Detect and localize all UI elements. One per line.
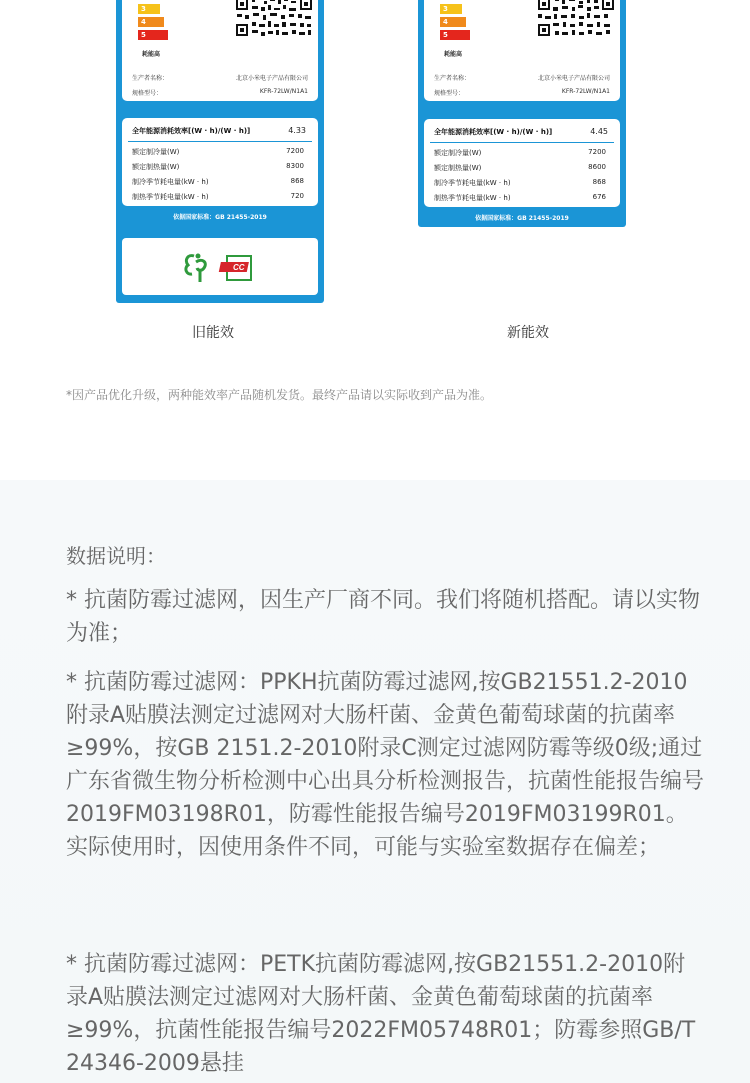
energy-label-old — [116, 0, 324, 303]
certification-panel — [122, 238, 318, 295]
spec-label: 制热季节耗电量(kW · h) — [132, 193, 209, 201]
efficiency-panel — [424, 119, 620, 207]
qr-code-icon — [234, 0, 314, 38]
grade-4-bar: 4 — [440, 17, 466, 27]
spec-value: 868 — [592, 178, 606, 186]
manufacturer-value: 北京小米电子产品有限公司 — [537, 75, 610, 82]
grade-4-bar: 4 — [138, 17, 164, 27]
efficiency-panel — [122, 118, 318, 206]
label-top-panel — [424, 0, 620, 101]
spec-label: 额定制热量(W) — [434, 164, 482, 172]
energy-label-new — [418, 0, 626, 227]
data-note-paragraph: * 抗菌防霉过滤网：PPKH抗菌防霉过滤网,按GB21551.2-2010附录A贴膜法测定过滤网对大肠杆菌、金黄色葡萄球菌的抗菌率≥99%，按GB 2151.2-2010附录C测定过滤网防霉等级0级;通过广东省微生物分析检测中心出具分析检测报告，抗菌性能报告编号2019FM03198R01，防霉性能报告编号2019FM03199R01。实际使用时，因使用条件不同，可能与实验室数据存在偏差； — [66, 670, 705, 860]
svg-text:CC: CC — [233, 263, 245, 272]
spec-label: 额定制热量(W) — [132, 163, 180, 171]
model-label: 规格型号： — [132, 90, 163, 97]
grade-3-bar: 3 — [440, 4, 462, 14]
efficiency-value: 4.33 — [288, 126, 306, 135]
consumption-high-label: 耗能高 — [142, 51, 161, 58]
data-note-paragraph: * 抗菌防霉过滤网：PETK抗菌防霉滤网,按GB21551.2-2010附录A贴膜法测定过滤网对大肠杆菌、金黄色葡萄球菌的抗菌率≥99%，抗菌性能报告编号2022FM05748R01；防霉参照GB/T 24346-2009悬挂 — [66, 952, 696, 1076]
qr-code-icon — [536, 0, 616, 38]
standard-text: 依据国家标准：GB 21455-2019 — [173, 214, 267, 221]
spec-value: 8300 — [286, 162, 304, 170]
manufacturer-value: 北京小米电子产品有限公司 — [235, 75, 308, 82]
shipping-note: *因产品优化升级，两种能效率产品随机发货。最终产品请以实际收到产品为准。 — [66, 388, 493, 402]
grade-3-bar: 3 — [138, 4, 160, 14]
data-notes-heading: 数据说明： — [66, 544, 166, 568]
spec-label: 额定制冷量(W) — [132, 148, 180, 156]
model-value: KFR-72LW/N1A1 — [259, 88, 308, 95]
divider — [128, 141, 312, 142]
efficiency-value: 4.45 — [590, 127, 608, 136]
spec-value: 720 — [290, 192, 304, 200]
model-label: 规格型号： — [434, 90, 465, 97]
spec-label: 制冷季节耗电量(kW · h) — [434, 179, 511, 187]
efficiency-label: 全年能源消耗效率[(W · h)/(W · h)] — [434, 128, 553, 136]
data-note-paragraph: * 抗菌防霉过滤网，因生产厂商不同。我们将随机搭配。请以实物为准； — [66, 588, 700, 646]
spec-value: 676 — [592, 193, 606, 201]
manufacturer-label: 生产者名称： — [132, 75, 169, 82]
energy-label-section — [0, 0, 750, 480]
grade-5-bar: 5 — [138, 30, 168, 40]
divider — [430, 142, 614, 143]
consumption-high-label: 耗能高 — [444, 51, 463, 58]
grade-5-bar: 5 — [440, 30, 470, 40]
china-energy-certification-logo — [186, 254, 205, 283]
spec-label: 额定制冷量(W) — [434, 149, 482, 157]
spec-value: 7200 — [588, 148, 606, 156]
spec-label: 制冷季节耗电量(kW · h) — [132, 178, 209, 186]
standard-text: 依据国家标准：GB 21455-2019 — [475, 215, 569, 222]
spec-value: 8600 — [588, 163, 606, 171]
label-top-panel — [122, 0, 318, 101]
cqc-certification-logo — [219, 255, 252, 281]
efficiency-label: 全年能源消耗效率[(W · h)/(W · h)] — [132, 127, 251, 135]
old-label-caption: 旧能效 — [192, 325, 234, 341]
model-value: KFR-72LW/N1A1 — [561, 88, 610, 95]
spec-label: 制热季节耗电量(kW · h) — [434, 194, 511, 202]
spec-value: 7200 — [286, 147, 304, 155]
new-label-caption: 新能效 — [507, 325, 549, 341]
spec-value: 868 — [290, 177, 304, 185]
manufacturer-label: 生产者名称： — [434, 75, 471, 82]
